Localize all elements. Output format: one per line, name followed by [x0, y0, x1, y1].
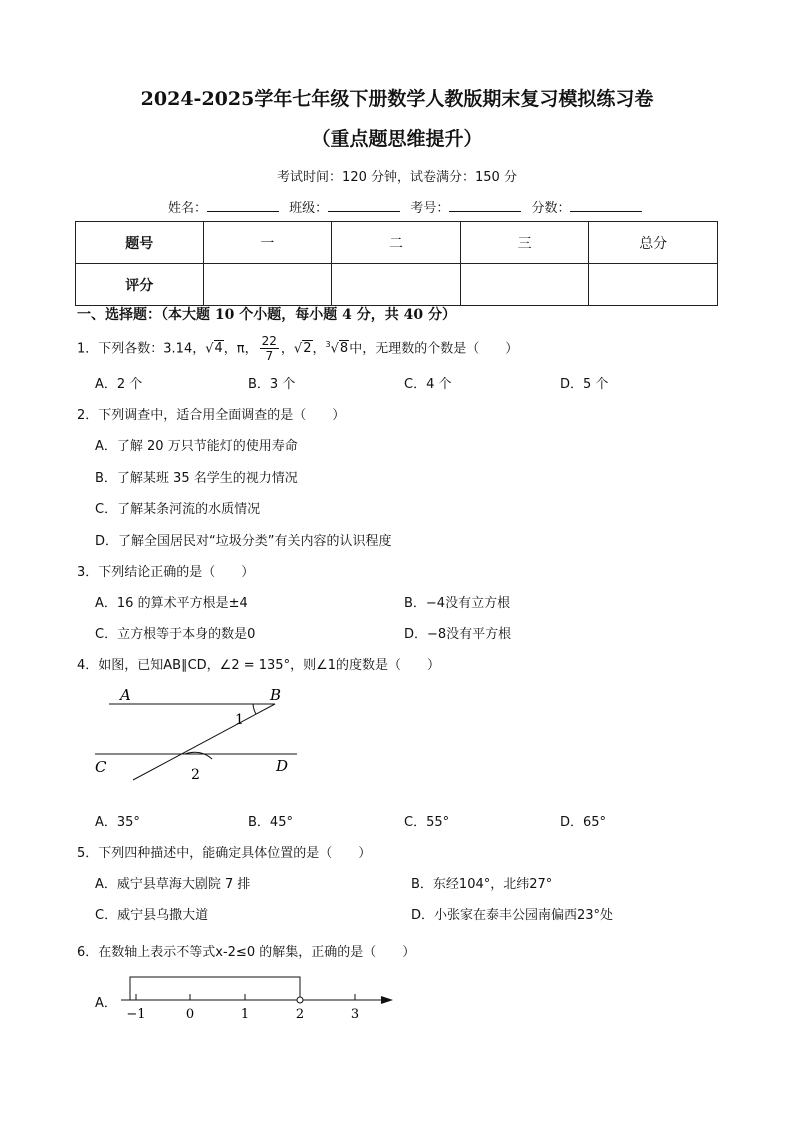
q6-option-a-label[interactable]: A．: [95, 996, 117, 1011]
q4-option-a[interactable]: A．35°: [95, 815, 140, 830]
angle-1-arc: [253, 704, 256, 714]
q3-option-a[interactable]: A．16 的算术平方根是±4: [95, 596, 248, 611]
q5-option-b[interactable]: B．东经104°，北纬27°: [411, 877, 553, 892]
q1-comma: ，: [312, 341, 326, 357]
q1-prefix: 1．下列各数：3.14，: [77, 341, 206, 357]
q5-option-c[interactable]: C．威宁县乌撒大道: [95, 908, 209, 923]
score-table-cell: 一: [203, 222, 332, 264]
score-input-cell[interactable]: [589, 264, 718, 306]
q1-option-c[interactable]: C．4 个: [404, 377, 452, 392]
question-2-stem: 2．下列调查中，适合用全面调查的是（ ）: [77, 408, 346, 423]
q1-suffix: 中，无理数的个数是（ ）: [349, 341, 519, 357]
fraction-denominator: 7: [265, 349, 274, 364]
angle-2-arc: [185, 752, 212, 759]
question-1-stem: [77, 330, 519, 364]
question-5-stem: 5．下列四种描述中，能确定具体位置的是（ ）: [77, 846, 372, 861]
label-d: D: [276, 757, 289, 775]
score-table-cell: 题号: [76, 222, 204, 264]
q2-option-d[interactable]: D．了解全国居民对“垃圾分类”有关内容的认识程度: [95, 534, 392, 549]
transversal-line: [133, 704, 275, 780]
score-input-cell[interactable]: [460, 264, 589, 306]
q1-comma: ，: [280, 341, 294, 357]
parallel-lines-figure: [85, 682, 315, 787]
fraction-numerator: 22: [261, 334, 277, 349]
fraction: [260, 334, 279, 363]
solution-set-bracket: [130, 977, 300, 1000]
q3-option-b[interactable]: B．−4没有立方根: [404, 596, 511, 611]
exam-subtitle: （重点题思维提升）: [311, 128, 483, 150]
score-table-cell: 二: [332, 222, 461, 264]
sqrt-symbol: √: [293, 341, 303, 357]
score-input-cell[interactable]: [332, 264, 461, 306]
score-blank[interactable]: [570, 199, 642, 212]
number-line-figure: [115, 970, 405, 1025]
class-blank[interactable]: [328, 199, 400, 212]
q1-option-a[interactable]: A．2 个: [95, 377, 143, 392]
q2-option-b[interactable]: B．了解某班 35 名学生的视力情况: [95, 471, 298, 486]
number-line-arrow-icon: [381, 996, 393, 1004]
sqrt-symbol: √: [330, 341, 339, 357]
exam-title: 2024-2025学年七年级下册数学人教版期末复习模拟练习卷: [140, 88, 654, 110]
label-b: B: [270, 686, 282, 704]
sqrt4-radicand: 4: [214, 341, 223, 357]
score-table-score-row: [76, 264, 718, 306]
q1-option-b[interactable]: B．3 个: [248, 377, 296, 392]
q5-option-a[interactable]: A．威宁县草海大剧院 7 排: [95, 877, 251, 892]
score-input-cell[interactable]: [203, 264, 332, 306]
exam-info: 考试时间：120 分钟，试卷满分：150 分: [277, 170, 517, 185]
number-blank[interactable]: [449, 199, 521, 212]
q5-option-d[interactable]: D．小张家在泰丰公园南偏西23°处: [411, 908, 614, 923]
label-c: C: [95, 758, 107, 776]
q4-option-c[interactable]: C．55°: [404, 815, 450, 830]
name-blank[interactable]: [207, 199, 279, 212]
q3-option-d[interactable]: D．−8没有平方根: [404, 627, 512, 642]
class-label: 班级：: [289, 201, 329, 216]
student-info-fields: [168, 197, 648, 216]
question-3-stem: 3．下列结论正确的是（ ）: [77, 565, 255, 580]
question-6-stem: 6．在数轴上表示不等式x-2≤0 的解集，正确的是（ ）: [77, 945, 416, 960]
sqrt2-radicand: 2: [303, 341, 312, 357]
cube-root-index: 3: [325, 340, 331, 349]
name-label: 姓名：: [168, 201, 208, 216]
cbrt8-radicand: 8: [339, 341, 349, 357]
label-angle-1: 1: [235, 712, 244, 728]
q4-option-b[interactable]: B．45°: [248, 815, 293, 830]
tick-label: 2: [295, 1007, 305, 1022]
open-circle-point: [297, 997, 303, 1003]
label-angle-2: 2: [191, 767, 200, 783]
number-label: 考号：: [410, 201, 450, 216]
tick-label: 3: [350, 1007, 360, 1022]
q2-option-a[interactable]: A．了解 20 万只节能灯的使用寿命: [95, 439, 298, 454]
question-4-stem: 4．如图，已知AB∥CD，∠2 = 135°，则∠1的度数是（ ）: [77, 658, 440, 673]
score-table-header-row: [76, 222, 718, 264]
score-table: [75, 221, 718, 306]
q2-option-c[interactable]: C．了解某条河流的水质情况: [95, 502, 261, 517]
section-title: 一、选择题：（本大题 10 个小题，每小题 4 分，共 40 分）: [77, 307, 456, 323]
score-table-cell: 三: [460, 222, 589, 264]
score-table-cell: 评分: [76, 264, 204, 306]
label-a: A: [120, 686, 131, 704]
q1-option-d[interactable]: D．5 个: [560, 377, 609, 392]
score-label: 分数：: [531, 201, 571, 216]
score-table-cell: 总分: [589, 222, 718, 264]
q1-pi: ，π，: [223, 341, 258, 357]
q4-option-d[interactable]: D．65°: [560, 815, 607, 830]
sqrt-symbol: √: [205, 341, 214, 357]
tick-label: −1: [126, 1007, 146, 1022]
tick-label: 1: [240, 1007, 250, 1022]
tick-label: 0: [185, 1007, 195, 1022]
q3-option-c[interactable]: C．立方根等于本身的数是0: [95, 627, 256, 642]
